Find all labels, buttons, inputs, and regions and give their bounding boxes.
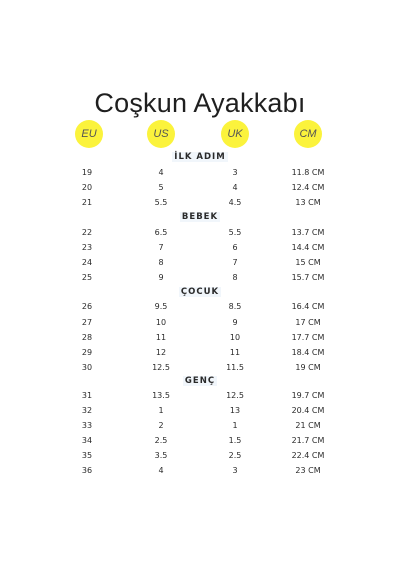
eu-cell: 27	[81, 318, 93, 327]
eu-cell: 32	[81, 406, 93, 415]
us-cell: 10	[155, 318, 167, 327]
cm-cell: 22.4 CM	[291, 451, 325, 460]
cm-cell: 11.8 CM	[291, 168, 325, 177]
us-cell: 12.5	[152, 363, 170, 372]
uk-cell: 2.5	[228, 451, 242, 460]
page-title: Coşkun Ayakkabı	[94, 88, 306, 118]
section-label-text: İLK ADIM	[174, 152, 226, 162]
cm-cell: 23 CM	[295, 466, 321, 475]
us-cell: 9.5	[154, 302, 168, 311]
eu-cell: 31	[81, 391, 93, 400]
us-cell: 2	[158, 421, 164, 430]
eu-cell: 36	[81, 466, 93, 475]
uk-cell: 6	[232, 243, 238, 252]
cm-cell: 14.4 CM	[291, 243, 325, 252]
us-cell: 5.5	[154, 198, 168, 207]
eu-cell: 30	[81, 363, 93, 372]
section-label	[0, 152, 400, 162]
uk-cell: 3	[232, 168, 238, 177]
eu-cell: 19	[81, 168, 93, 177]
eu-cell: 20	[81, 183, 93, 192]
us-cell: 4	[158, 168, 164, 177]
cm-cell: 19.7 CM	[291, 391, 325, 400]
eu-cell: 24	[81, 258, 93, 267]
uk-cell: 7	[232, 258, 238, 267]
us-cell: 13.5	[152, 391, 170, 400]
cm-cell: 18.4 CM	[291, 348, 325, 357]
section-label-text: GENÇ	[184, 376, 216, 386]
cm-cell: 13 CM	[295, 198, 321, 207]
eu-cell: 22	[81, 228, 93, 237]
uk-cell: 8	[232, 273, 238, 282]
cm-cell: 15.7 CM	[291, 273, 325, 282]
uk-cell: 13	[229, 406, 241, 415]
uk-cell: 10	[229, 333, 241, 342]
cm-cell: 19 CM	[295, 363, 321, 372]
uk-cell: 12.5	[226, 391, 244, 400]
eu-cell: 29	[81, 348, 93, 357]
us-cell: 4	[158, 466, 164, 475]
us-cell: 11	[155, 333, 167, 342]
section-label	[0, 376, 400, 386]
cm-cell: 17 CM	[295, 318, 321, 327]
eu-cell: 25	[81, 273, 93, 282]
section-label	[0, 212, 400, 222]
cm-cell: 13.7 CM	[291, 228, 325, 237]
cm-cell: 16.4 CM	[291, 302, 325, 311]
eu-cell: 33	[81, 421, 93, 430]
uk-cell: 1.5	[228, 436, 242, 445]
eu-cell: 26	[81, 302, 93, 311]
uk-cell: 1	[232, 421, 238, 430]
header-badge-uk: UK	[221, 120, 249, 148]
uk-cell: 3	[232, 466, 238, 475]
us-cell: 7	[158, 243, 164, 252]
uk-cell: 5.5	[228, 228, 242, 237]
cm-cell: 21.7 CM	[291, 436, 325, 445]
eu-cell: 28	[81, 333, 93, 342]
eu-cell: 34	[81, 436, 93, 445]
cm-cell: 17.7 CM	[291, 333, 325, 342]
us-cell: 1	[158, 406, 164, 415]
uk-cell: 4	[232, 183, 238, 192]
cm-cell: 20.4 CM	[291, 406, 325, 415]
uk-cell: 11	[229, 348, 241, 357]
header-badge-eu: EU	[75, 120, 103, 148]
us-cell: 12	[155, 348, 167, 357]
us-cell: 6.5	[154, 228, 168, 237]
cm-cell: 21 CM	[295, 421, 321, 430]
us-cell: 3.5	[154, 451, 168, 460]
uk-cell: 4.5	[228, 198, 242, 207]
us-cell: 2.5	[154, 436, 168, 445]
section-label	[0, 287, 400, 297]
uk-cell: 9	[232, 318, 238, 327]
header-badge-us: US	[147, 120, 175, 148]
cm-cell: 15 CM	[295, 258, 321, 267]
eu-cell: 21	[81, 198, 93, 207]
eu-cell: 35	[81, 451, 93, 460]
section-label-text: BEBEK	[181, 212, 219, 222]
uk-cell: 8.5	[228, 302, 242, 311]
uk-cell: 11.5	[226, 363, 244, 372]
us-cell: 9	[158, 273, 164, 282]
eu-cell: 23	[81, 243, 93, 252]
us-cell: 8	[158, 258, 164, 267]
cm-cell: 12.4 CM	[291, 183, 325, 192]
us-cell: 5	[158, 183, 164, 192]
section-label-text: ÇOCUK	[180, 287, 220, 297]
header-badge-cm: CM	[294, 120, 322, 148]
